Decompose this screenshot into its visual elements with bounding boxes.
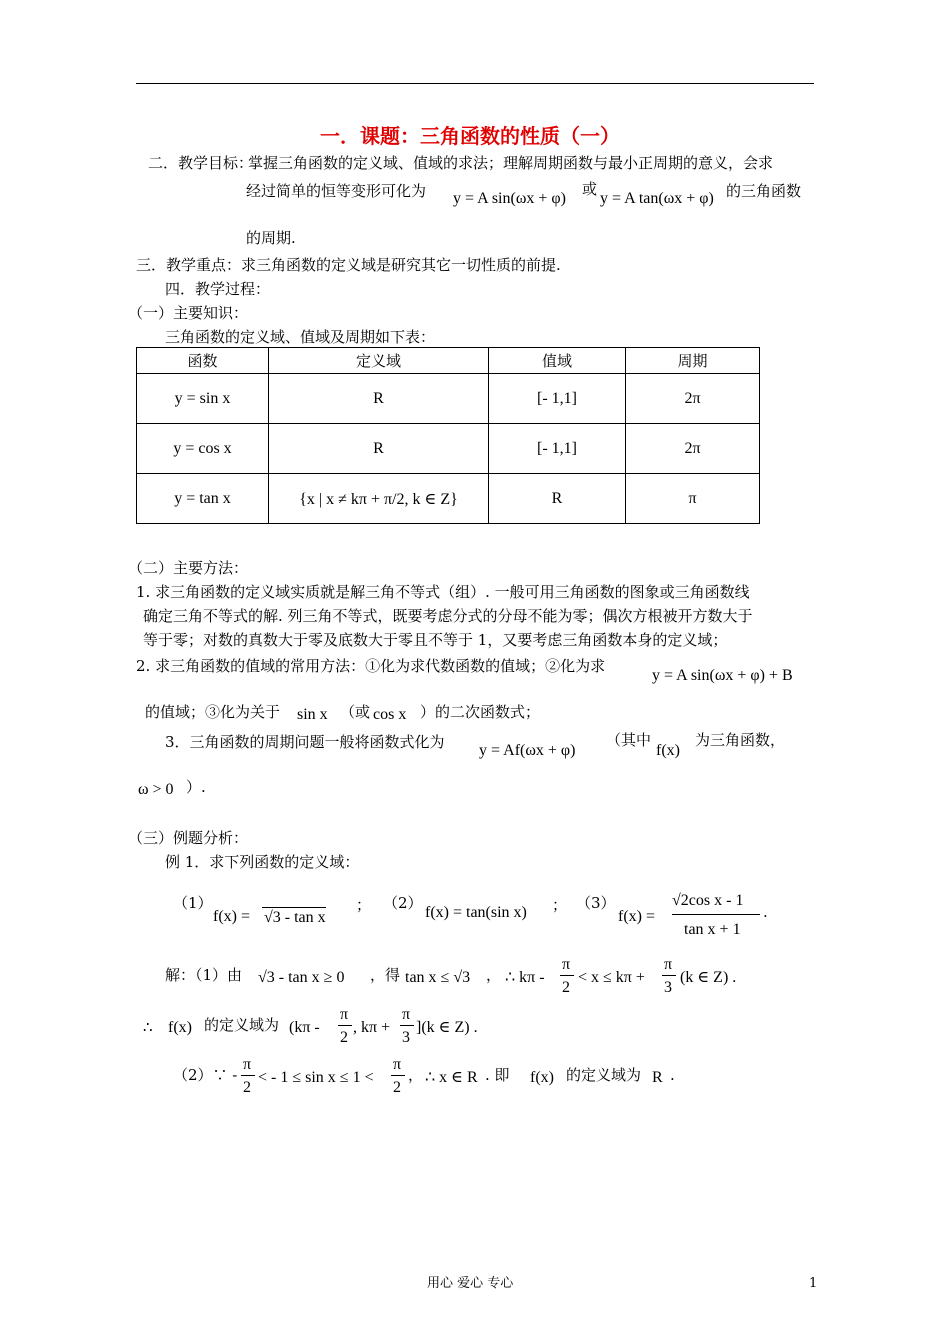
- cell-period: π: [626, 474, 760, 524]
- solution1-frac2-num: π: [664, 956, 673, 973]
- cell-period: 2π: [626, 424, 760, 474]
- table-intro: 三角函数的定义域、值域及周期如下表：: [165, 328, 436, 346]
- problem1-radical: √3 - tan x: [264, 909, 326, 926]
- cell-range: [- 1,1]: [489, 374, 626, 424]
- domain1-text: 的定义域为: [204, 1016, 280, 1034]
- method1-line2: 确定三角不等式的解. 列三角不等式，既要考虑分式的分母不能为零；偶次方根被开方数大于: [143, 607, 753, 625]
- domain1-frac2-num: π: [402, 1006, 411, 1023]
- solution2-end: .: [670, 1066, 675, 1084]
- goal-tail: 的三角函数: [726, 182, 802, 200]
- table-header-row: [137, 348, 760, 374]
- table-row: [137, 424, 760, 474]
- method3-formula: y = Af(ωx + φ): [479, 742, 576, 759]
- problem3-lhs: f(x) =: [618, 908, 656, 925]
- method2-line2a: 的值域；③化为关于: [145, 703, 281, 721]
- domain1-interval-c: ](k ∈ Z) .: [416, 1019, 478, 1036]
- example1-heading: 例 1．求下列函数的定义域：: [165, 853, 360, 871]
- solution2-ineq: < - 1 ≤ sin x ≤ 1 <: [258, 1069, 374, 1086]
- solution2-R: R: [652, 1069, 663, 1086]
- goal-formula-tan: y = A tan(ωx + φ): [600, 190, 714, 207]
- method3-line1: 3．三角函数的周期问题一般将函数式化为: [165, 733, 445, 751]
- trig-properties-table: [136, 347, 760, 524]
- goal-line2: 经过简单的恒等变形可化为: [246, 182, 427, 200]
- header-period: 周期: [626, 348, 760, 374]
- solution2-frac1-den: 2: [243, 1079, 251, 1096]
- cell-period: 2π: [626, 374, 760, 424]
- domain1-frac1-bar: [338, 1025, 352, 1026]
- cell-range: [- 1,1]: [489, 424, 626, 474]
- domain1-interval-b: , kπ +: [353, 1019, 391, 1036]
- domain1-interval-a: (kπ -: [289, 1019, 320, 1036]
- solution2-comma: ，: [408, 1066, 424, 1084]
- table-row: [137, 474, 760, 524]
- solution1-condition: √3 - tan x ≥ 0: [258, 969, 345, 986]
- goal-line3: 的周期.: [246, 229, 296, 247]
- solution2-text: . 即: [485, 1066, 510, 1084]
- method3-tail: 为三角函数，: [695, 731, 786, 749]
- goal-formula-sin: y = A sin(ωx + φ): [453, 190, 566, 207]
- section2-heading: （二）主要方法：: [128, 559, 249, 577]
- method2-line2c: ）的二次函数式；: [420, 703, 541, 721]
- domain1-frac1-den: 2: [340, 1029, 348, 1046]
- page-title: 一．课题：三角函数的性质（一）: [320, 124, 620, 148]
- method1-line1: 1. 求三角函数的定义域实质就是解三角不等式（组）. 一般可用三角函数的图象或三角函数线: [136, 583, 750, 601]
- solution2-frac2-num: π: [393, 1056, 402, 1073]
- method2-line2b: （或: [340, 703, 371, 721]
- domain1-frac1-num: π: [340, 1006, 349, 1023]
- method2-sin: sin x: [297, 706, 328, 723]
- cell-function: y = sin x: [137, 374, 269, 424]
- solution1-frac2-den: 3: [664, 979, 672, 996]
- section3-heading: （三）例题分析：: [128, 829, 249, 847]
- goal-or: 或: [582, 180, 598, 198]
- solution1-ineq-a: ∴ kπ -: [505, 969, 545, 986]
- key-point: 三．教学重点：求三角函数的定义域是研究其它一切性质的前提.: [136, 256, 561, 274]
- domain1-frac2-bar: [400, 1025, 414, 1026]
- cell-function: y = tan x: [137, 474, 269, 524]
- solution1-tan-bound: tan x ≤ √3: [405, 969, 471, 986]
- cell-function: y = cos x: [137, 424, 269, 474]
- problem1-label: （1）: [173, 894, 213, 912]
- goal-label: 二．教学目标：: [148, 154, 254, 172]
- method2-cos: cos x: [373, 706, 407, 723]
- problem3-denominator: tan x + 1: [684, 921, 741, 938]
- method3-mid: （其中: [606, 731, 652, 749]
- problem2-sep: ；: [552, 896, 568, 914]
- problem3-fraction-bar: [672, 914, 760, 915]
- solution1-frac2-bar: [662, 975, 676, 976]
- solution1-frac1-den: 2: [562, 979, 570, 996]
- page-number: 1: [809, 1276, 818, 1291]
- header-domain: 定义域: [269, 348, 489, 374]
- cell-range: R: [489, 474, 626, 524]
- problem1-sep: ；: [356, 896, 372, 914]
- domain1-therefore: ∴: [143, 1018, 153, 1036]
- solution2-frac2-bar: [391, 1075, 405, 1076]
- header-range: 值域: [489, 348, 626, 374]
- process-heading: 四．教学过程：: [165, 280, 271, 298]
- solution1-text2: ，: [486, 966, 502, 984]
- solution2-conclusion: ∴ x ∈ R: [425, 1069, 478, 1086]
- solution2-label: （2）∵ -: [173, 1066, 238, 1084]
- problem2-label: （2）: [383, 894, 423, 912]
- problem3-numerator: √2cos x - 1: [672, 892, 744, 909]
- solution2-frac1-num: π: [243, 1056, 252, 1073]
- goal-line1: 掌握三角函数的定义域、值域的求法；理解周期函数与最小正周期的意义，会求: [248, 154, 774, 172]
- header-rule: [136, 83, 814, 84]
- cell-domain: R: [269, 424, 489, 474]
- method1-line3: 等于零；对数的真数大于零及底数大于零且不等于 1，又要考虑三角函数本身的定义域；: [143, 631, 728, 649]
- header-function: 函数: [137, 348, 269, 374]
- solution2-frac1-bar: [241, 1075, 255, 1076]
- method3-fx: f(x): [656, 742, 680, 759]
- solution1-frac1-bar: [560, 975, 574, 976]
- solution2-frac2-den: 2: [393, 1079, 401, 1096]
- method3-cond: ω > 0: [138, 781, 174, 798]
- solution2-text2: 的定义域为: [566, 1066, 642, 1084]
- domain1-frac2-den: 3: [402, 1029, 410, 1046]
- cell-domain: R: [269, 374, 489, 424]
- problem2-function: f(x) = tan(sin x): [425, 904, 527, 921]
- solution1-label: 解：（1）由: [165, 966, 243, 984]
- problem1-lhs: f(x) =: [213, 908, 251, 925]
- cell-domain: {x | x ≠ kπ + π/2, k ∈ Z}: [269, 474, 489, 524]
- problem3-end: .: [763, 903, 768, 921]
- method2-line1: 2. 求三角函数的值域的常用方法：①化为求代数函数的值域；②化为求: [136, 657, 606, 675]
- method3-end: ）.: [186, 778, 206, 796]
- solution1-frac1-num: π: [562, 956, 571, 973]
- solution2-fx: f(x): [530, 1069, 554, 1086]
- solution1-text1: ，得: [370, 966, 401, 984]
- footer-slogan: 用心 爱心 专心: [427, 1276, 514, 1291]
- method2-formula: y = A sin(ωx + φ) + B: [652, 667, 793, 684]
- problem3-label: （3）: [576, 894, 616, 912]
- solution1-ineq-b: < x ≤ kπ +: [578, 969, 645, 986]
- section1-heading: （一）主要知识：: [128, 304, 249, 322]
- domain1-fx: f(x): [168, 1019, 192, 1036]
- solution1-ineq-c: (k ∈ Z) .: [680, 969, 737, 986]
- table-row: [137, 374, 760, 424]
